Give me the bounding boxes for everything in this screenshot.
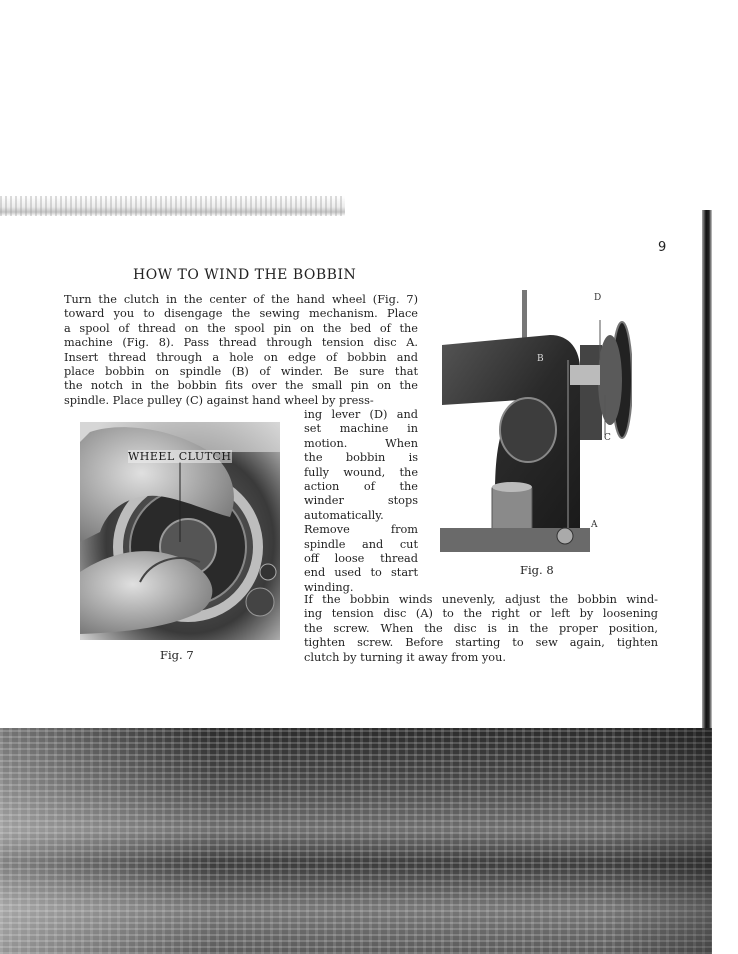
text-line: clutch by turning it away from you. <box>304 650 506 664</box>
text-line: off loose thread <box>304 551 418 565</box>
figure-7-wheel-clutch-label: WHEEL CLUTCH <box>128 450 232 463</box>
text-line: Insert thread through a hole on edge of bobbin and <box>64 350 418 364</box>
text-line: ing tension disc (A) to the right or left by loosening <box>304 607 658 621</box>
text-line: winder stops <box>304 494 418 508</box>
text-line: If the bobbin winds unevenly, adjust the bobbin wind- <box>304 593 658 606</box>
figure-8-label-d: D <box>594 293 602 303</box>
instructions-paragraph-1 <box>64 293 418 408</box>
text-line: spindle. Place pulley (C) against hand wheel by press- <box>64 393 374 407</box>
text-line: motion. When <box>304 436 418 450</box>
text-line: toward you to disengage the sewing mechanism. Place <box>64 307 418 321</box>
figure-8-caption: Fig. 8 <box>520 563 554 577</box>
text-line: set machine in <box>304 422 418 436</box>
figure-8-label-a: A <box>591 520 598 530</box>
text-line: tighten screw. Before starting to sew again, tighten <box>304 636 658 650</box>
text-line: Remove from <box>304 523 418 537</box>
instructions-paragraph-2 <box>304 593 658 665</box>
text-line: a spool of thread on the spool pin on the bed of the <box>64 321 418 335</box>
text-line: action of the <box>304 479 418 493</box>
text-line: machine (Fig. 8). Pass thread through tension disc A. <box>64 336 418 350</box>
section-heading: HOW TO WIND THE BOBBIN <box>133 267 357 283</box>
text-line: fully wound, the <box>304 465 418 479</box>
text-line: winding. <box>304 580 354 594</box>
text-line: ing lever (D) and <box>304 408 418 421</box>
text-line: automatically. <box>304 508 384 522</box>
figure-8-photo <box>440 290 632 556</box>
figure-7-caption: Fig. 7 <box>160 648 194 662</box>
page-number: 9 <box>658 240 667 255</box>
scan-smudge <box>0 196 345 216</box>
scan-bottom-fade <box>0 728 712 954</box>
figure-8-label-c: C <box>604 433 611 443</box>
text-line: end used to start <box>304 566 418 580</box>
text-line: spindle and cut <box>304 537 418 551</box>
text-line: the screw. When the disc is in the proper position, <box>304 621 658 635</box>
text-line: place bobbin on spindle (B) of winder. Be sure that <box>64 364 418 378</box>
text-line: the bobbin is <box>304 451 418 465</box>
figure-8-label-b: B <box>537 354 544 364</box>
text-line: Turn the clutch in the center of the hand wheel (Fig. 7) <box>64 293 418 306</box>
text-line: the notch in the bobbin fits over the small pin on the <box>64 379 418 393</box>
instructions-paragraph-1-continued <box>304 408 418 595</box>
